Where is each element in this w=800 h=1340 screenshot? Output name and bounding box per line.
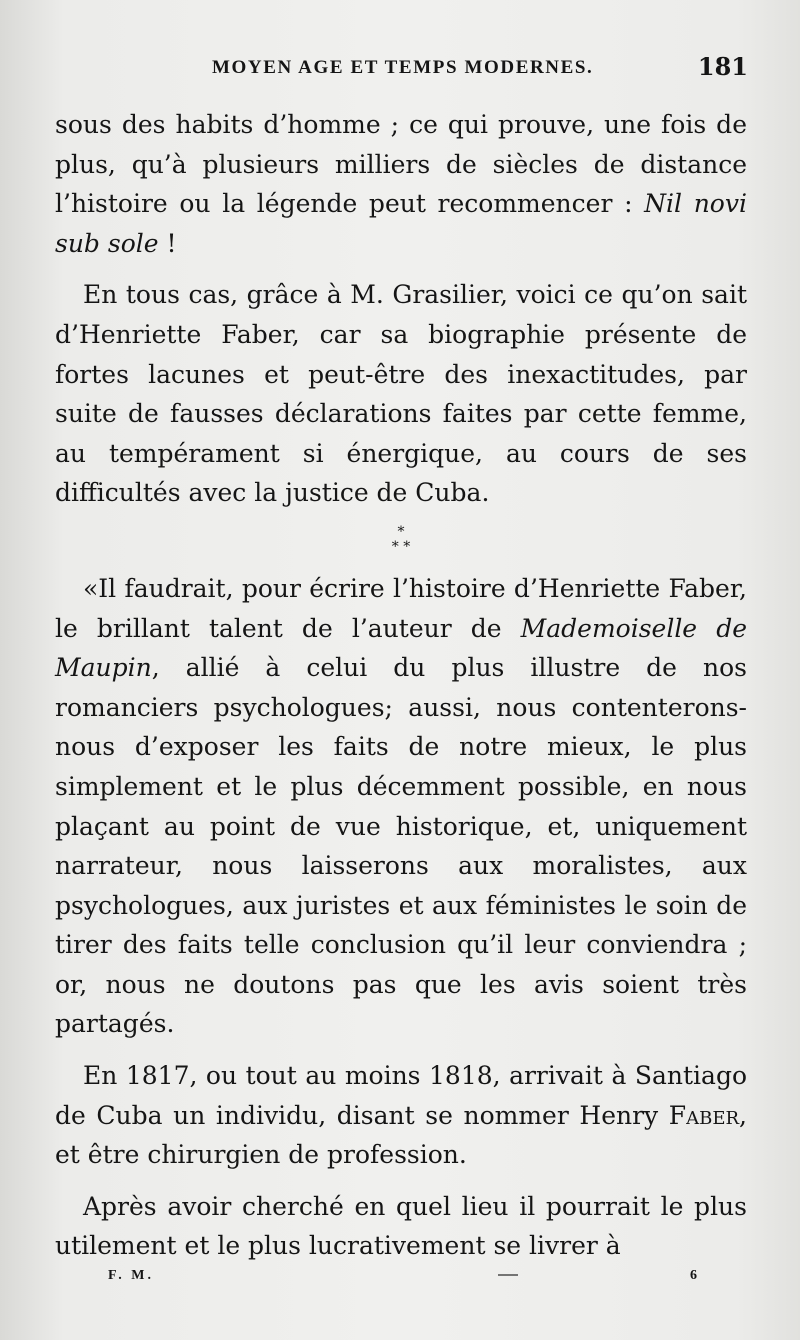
paragraph-text: sous des habits d’homme ; ce qui prouve, une fois de plus, qu’à plusieurs milliers de siècles de distance l’histoire ou la légende peut recommencer :	[55, 110, 747, 219]
paragraph-next: Après avoir cherché en quel lieu il pourrait le plus utilement et le plus lucrativement se livrer à	[55, 1191, 747, 1261]
print-speck	[498, 1274, 518, 1276]
page-footer	[108, 1268, 697, 1292]
paragraph-faber-biography: En tous cas, grâce à M. Grasilier, voici ce qu’on sait d’Henriette Faber, car sa biographie présente de fortes lacunes et peut-être des inexactitudes, par suite de fausses déclarations faites par cette femme, au tempérament si énergique, au cours de ses difficultés avec la justice de Cuba.	[55, 280, 747, 508]
paragraph-arrival	[55, 1056, 747, 1175]
separator-star-top: *	[397, 523, 405, 540]
book-title: Mademoiselle de Maupin	[55, 613, 747, 683]
body-text	[55, 105, 747, 1266]
paragraph-ending: !	[158, 228, 177, 258]
sheet-number: 6	[690, 1268, 697, 1283]
latin-phrase: Nil novi sub sole	[55, 189, 747, 258]
paragraph-continuation	[55, 105, 747, 263]
signature-mark: F. M.	[108, 1268, 154, 1283]
arrival-text-end: , et être chirurgien de profession.	[55, 1100, 747, 1170]
running-title: MOYEN AGE ET TEMPS MODERNES.	[212, 57, 594, 78]
separator-stars-bottom: * *	[391, 538, 411, 555]
quotation-text-end: , allié à celui du plus illustre de nos romanciers psychologues; aussi, nous contenterons-nous d’exposer les faits de notre mieux, le plus simplement et le plus décemment possible, en nous plaçant au point de vue historique, et, uniquement narrateur, nous laisserons aux moralistes, aux psychologues, aux juristes et aux féministes le soin de tirer des faits telle conclusion qu’il leur conviendra ; or, nous ne doutons pas que les avis soient très partagés.	[55, 653, 747, 1039]
quotation-text-start: «Il faudrait, pour écrire l’histoire d’Henriette Faber, le brillant talent de l’auteur de	[55, 573, 747, 643]
page-header	[56, 52, 752, 86]
arrival-text-start: En 1817, ou tout au moins 1818, arrivait à Santiago de Cuba un individu, disant se nommer Henry	[55, 1061, 747, 1130]
surname: Faber	[668, 1100, 740, 1130]
section-separator	[55, 525, 747, 555]
page-number: 181	[697, 52, 748, 81]
paragraph-quotation	[55, 569, 747, 1044]
